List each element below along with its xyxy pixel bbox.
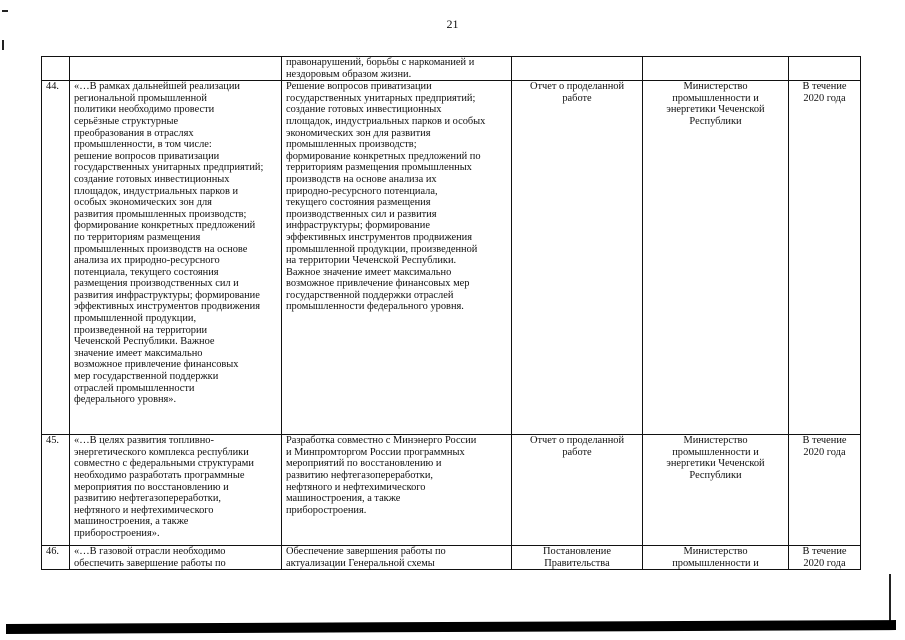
deadline-text: В течение 2020 года <box>802 81 847 104</box>
responsible-cell <box>643 546 789 570</box>
form-cell <box>512 435 643 546</box>
measures-cell <box>282 435 512 546</box>
quote-text: «…В газовой отрасли необходимо обеспечить завершение работы по <box>74 546 226 569</box>
row-number-cell: 46. <box>42 546 70 570</box>
quote-cell <box>70 81 282 435</box>
scan-border-line <box>889 574 891 626</box>
form-text: Отчет о проделанной работе <box>529 81 625 104</box>
responsible-cell <box>643 81 789 435</box>
responsible-cell <box>643 435 789 546</box>
scan-mark <box>2 10 8 12</box>
scan-mark <box>2 40 4 50</box>
page-number: 21 <box>446 17 459 31</box>
scan-edge-bar <box>6 620 896 634</box>
deadline-text: В течение 2020 года <box>802 435 847 458</box>
measures-text: Обеспечение завершения работы по актуализации Генеральной схемы <box>286 546 446 569</box>
measures-cell <box>282 546 512 570</box>
row-number-cell: 44. <box>42 81 70 435</box>
table-row <box>42 81 861 435</box>
quote-text: «…В целях развития топливно- энергетического комплекса республики совместно с федеральными структурами необходимо разработать программные мероприятия по восстановлению и развитию нефтегазопереработки, нефтяного и нефтехимического машиностроения, а также приборостроения». <box>74 435 254 539</box>
deadline-cell <box>789 546 861 570</box>
measures-cell <box>282 81 512 435</box>
measures-cell <box>282 57 512 81</box>
row-number-cell: 45. <box>42 435 70 546</box>
form-text: Отчет о проделанной работе <box>529 435 625 458</box>
quote-text: «…В рамках дальнейшей реализации региональной промышленной политики необходимо провести серьёзные структурные преобразования в отраслях промышленности, в том числе: решение вопросов приватизации государственных унитарных предприятий; создание готовых инвестиционных площадок, индустриальных парков и особых экономических зон для развития промышленных производств; формирование конкретных предложений по территориям размещения промышленных производств на основе анализа их природно-ресурсного потенциала, текущего состояния размещения производственных сил и развития инфраструктуры; формирование эффективных инструментов продвижения промышленной продукции, произведенной на территории Чеченской Республики. Важное значение имеет максимально возможное привлечение финансовых мер государственной поддержки отраслей промышленности федерального уровня». <box>74 81 264 406</box>
form-cell <box>512 546 643 570</box>
table-row <box>42 546 861 570</box>
responsible-text: Министерство промышленности и <box>672 546 759 569</box>
deadline-cell <box>789 81 861 435</box>
form-cell <box>512 57 643 81</box>
responsible-cell <box>643 57 789 81</box>
row-number-cell <box>42 57 70 81</box>
form-cell <box>512 81 643 435</box>
measures-text: правонарушений, борьбы с наркоманией и нездоровым образом жизни. <box>286 57 475 80</box>
quote-cell <box>70 546 282 570</box>
quote-cell <box>70 435 282 546</box>
deadline-cell <box>789 435 861 546</box>
measures-table <box>41 56 861 570</box>
deadline-text: В течение 2020 года <box>802 546 847 569</box>
responsible-text: Министерство промышленности и энергетики Чеченской Республики <box>666 81 765 127</box>
form-text: Постановление Правительства <box>543 546 611 569</box>
table-row <box>42 435 861 546</box>
deadline-cell <box>789 57 861 81</box>
responsible-text: Министерство промышленности и энергетики Чеченской Республики <box>666 435 765 481</box>
measures-text: Разработка совместно с Минэнерго России и Минпромторгом России программных мероприятий по восстановлению и развитию нефтегазопереработки, нефтяного и нефтехимического машиностроения, а также приборостроения. <box>286 435 477 516</box>
measures-text: Решение вопросов приватизации государственных унитарных предприятий; создание готовых инвестиционных площадок, индустриальных парков и особых экономических зон для развития промышленных производств; формирование конкретных предложений по территориям размещения промышленных производств на основе анализа их природно-ресурсного потенциала, текущего состояния размещения производственных сил и развития инфраструктуры; формирование эффективных инструментов продвижения промышленной продукции, произведенной на территории Чеченской Республики. Важное значение имеет максимально возможное привлечение финансовых мер государственной поддержки отраслей промышленности федерального уровня. <box>286 81 486 313</box>
table-row <box>42 57 861 81</box>
quote-cell <box>70 57 282 81</box>
